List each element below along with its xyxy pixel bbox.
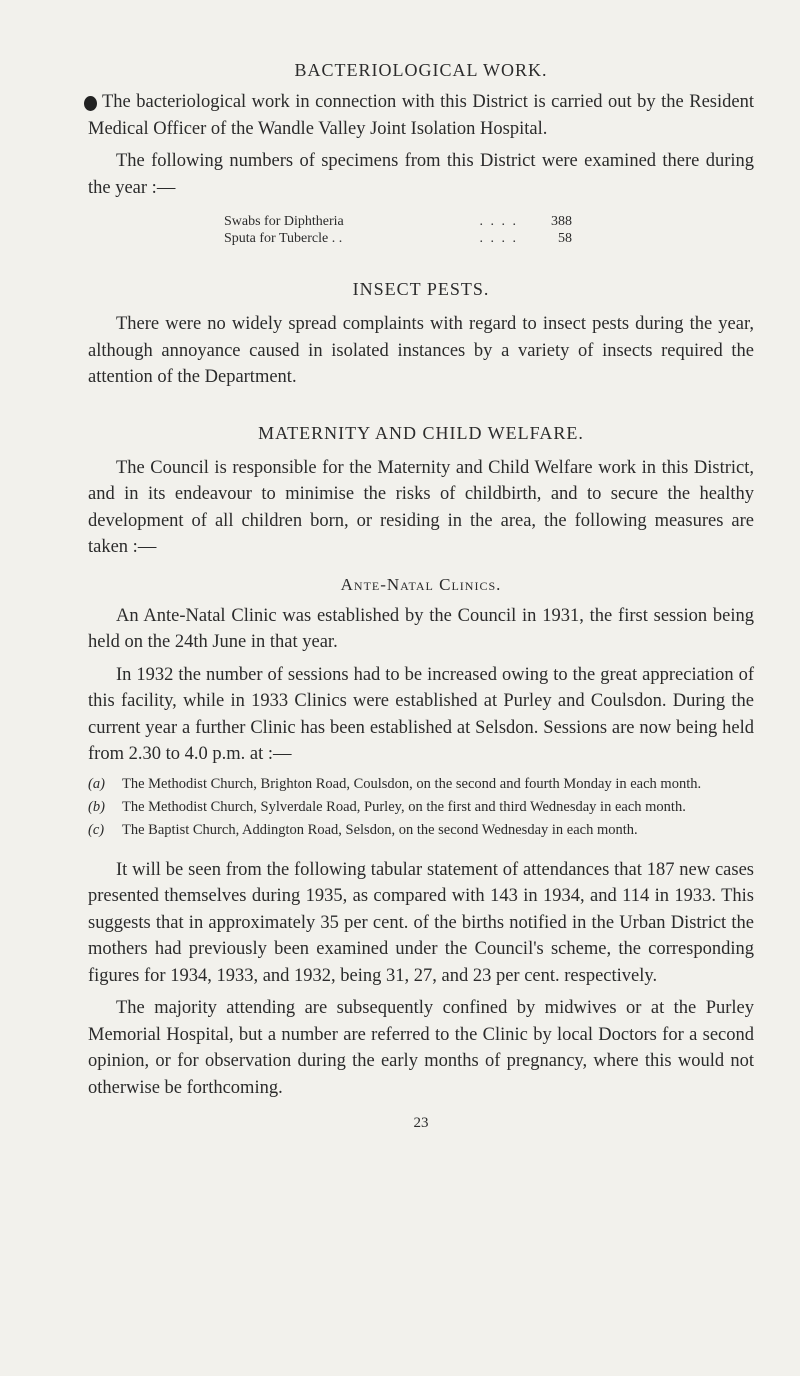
document-page xyxy=(88,50,754,1132)
paragraph-ante-natal-established: An Ante-Natal Clinic was established by the Council in 1931, the first session being held on the 24th June in that year. xyxy=(88,605,754,652)
specimen-label: Swabs for Diphtheria xyxy=(224,214,344,229)
list-item xyxy=(88,776,754,793)
paragraph-attendances: It will be seen from the following tabular statement of attendances that 187 new cases presented themselves during 1935, as compared with 143 in 1934, and 114 in 1933. This suggests that in approximately 35 per cent. of the births notified in the Urban District the mothers had previously been examined under the Council's scheme, the corresponding figures for 1934, 1933, and 1932, being 31, 27, and 23 per cent. respectively. xyxy=(88,859,754,986)
clinic-locations-list xyxy=(88,776,754,839)
paragraph-majority: The majority attending are subsequently confined by midwives or at the Purley Memorial Hospital, but a number are referred to the Clinic by local Doctors for a second opinion, or for observation during the early months of pregnancy, where this would not otherwise be forthcoming. xyxy=(88,998,754,1098)
paragraph-specimens-intro: The following numbers of specimens from this District were examined there during the year :— xyxy=(88,151,754,198)
paragraph-maternity: The Council is responsible for the Maternity and Child Welfare work in this District, and in its endeavour to minimise the risks of childbirth, and to secure the healthy development of all children born, or residing in the area, the following measures are taken :— xyxy=(88,457,754,557)
paragraph-insect-pests: There were no widely spread complaints with regard to insect pests during the year, although annoyance caused in isolated instances by a variety of insects required the attention of the Department. xyxy=(88,314,754,387)
heading-maternity-child-welfare: MATERNITY AND CHILD WELFARE. xyxy=(258,422,584,443)
specimen-value: 58 xyxy=(558,231,572,246)
paragraph-ante-natal-sessions: In 1932 the number of sessions had to be increased owing to the great appreciation of this facility, while in 1933 Clinics were established at Purley and Coulsdon. During the current year a further Clinic has been established at Selsdon. Sessions are now being held from 2.30 to 4.0 p.m. at :— xyxy=(88,664,754,764)
leader-dots: . . . . xyxy=(479,214,518,229)
specimens-table xyxy=(224,213,572,247)
list-item-marker: (c) xyxy=(88,821,105,838)
specimen-row xyxy=(224,213,572,230)
leader-dots: . . . . xyxy=(479,231,518,246)
heading-insect-pests: INSECT PESTS. xyxy=(352,279,490,299)
list-item-text: The Baptist Church, Addington Road, Selsdon, on the second Wednesday in each month. xyxy=(122,821,638,838)
list-item-text: The Methodist Church, Sylverdale Road, Purley, on the first and third Wednesday in each month. xyxy=(122,798,686,815)
page-number: 23 xyxy=(413,1115,429,1131)
specimen-row xyxy=(224,230,572,247)
specimen-value: 388 xyxy=(551,214,572,229)
list-item xyxy=(88,822,754,839)
paragraph-bacteriological: The bacteriological work in connection with this District is carried out by the Resident Medical Officer of the Wandle Valley Joint Isolation Hospital. xyxy=(88,92,754,139)
list-item-marker: (a) xyxy=(88,775,105,792)
list-item-marker: (b) xyxy=(88,798,105,815)
list-item-text: The Methodist Church, Brighton Road, Coulsdon, on the second and fourth Monday in each month. xyxy=(122,775,702,792)
heading-bacteriological-work: BACTERIOLOGICAL WORK. xyxy=(294,60,548,80)
list-item xyxy=(88,799,754,816)
specimen-label: Sputa for Tubercle . . xyxy=(224,231,343,246)
subheading-ante-natal-clinics: Ante-Natal Clinics. xyxy=(340,574,502,594)
